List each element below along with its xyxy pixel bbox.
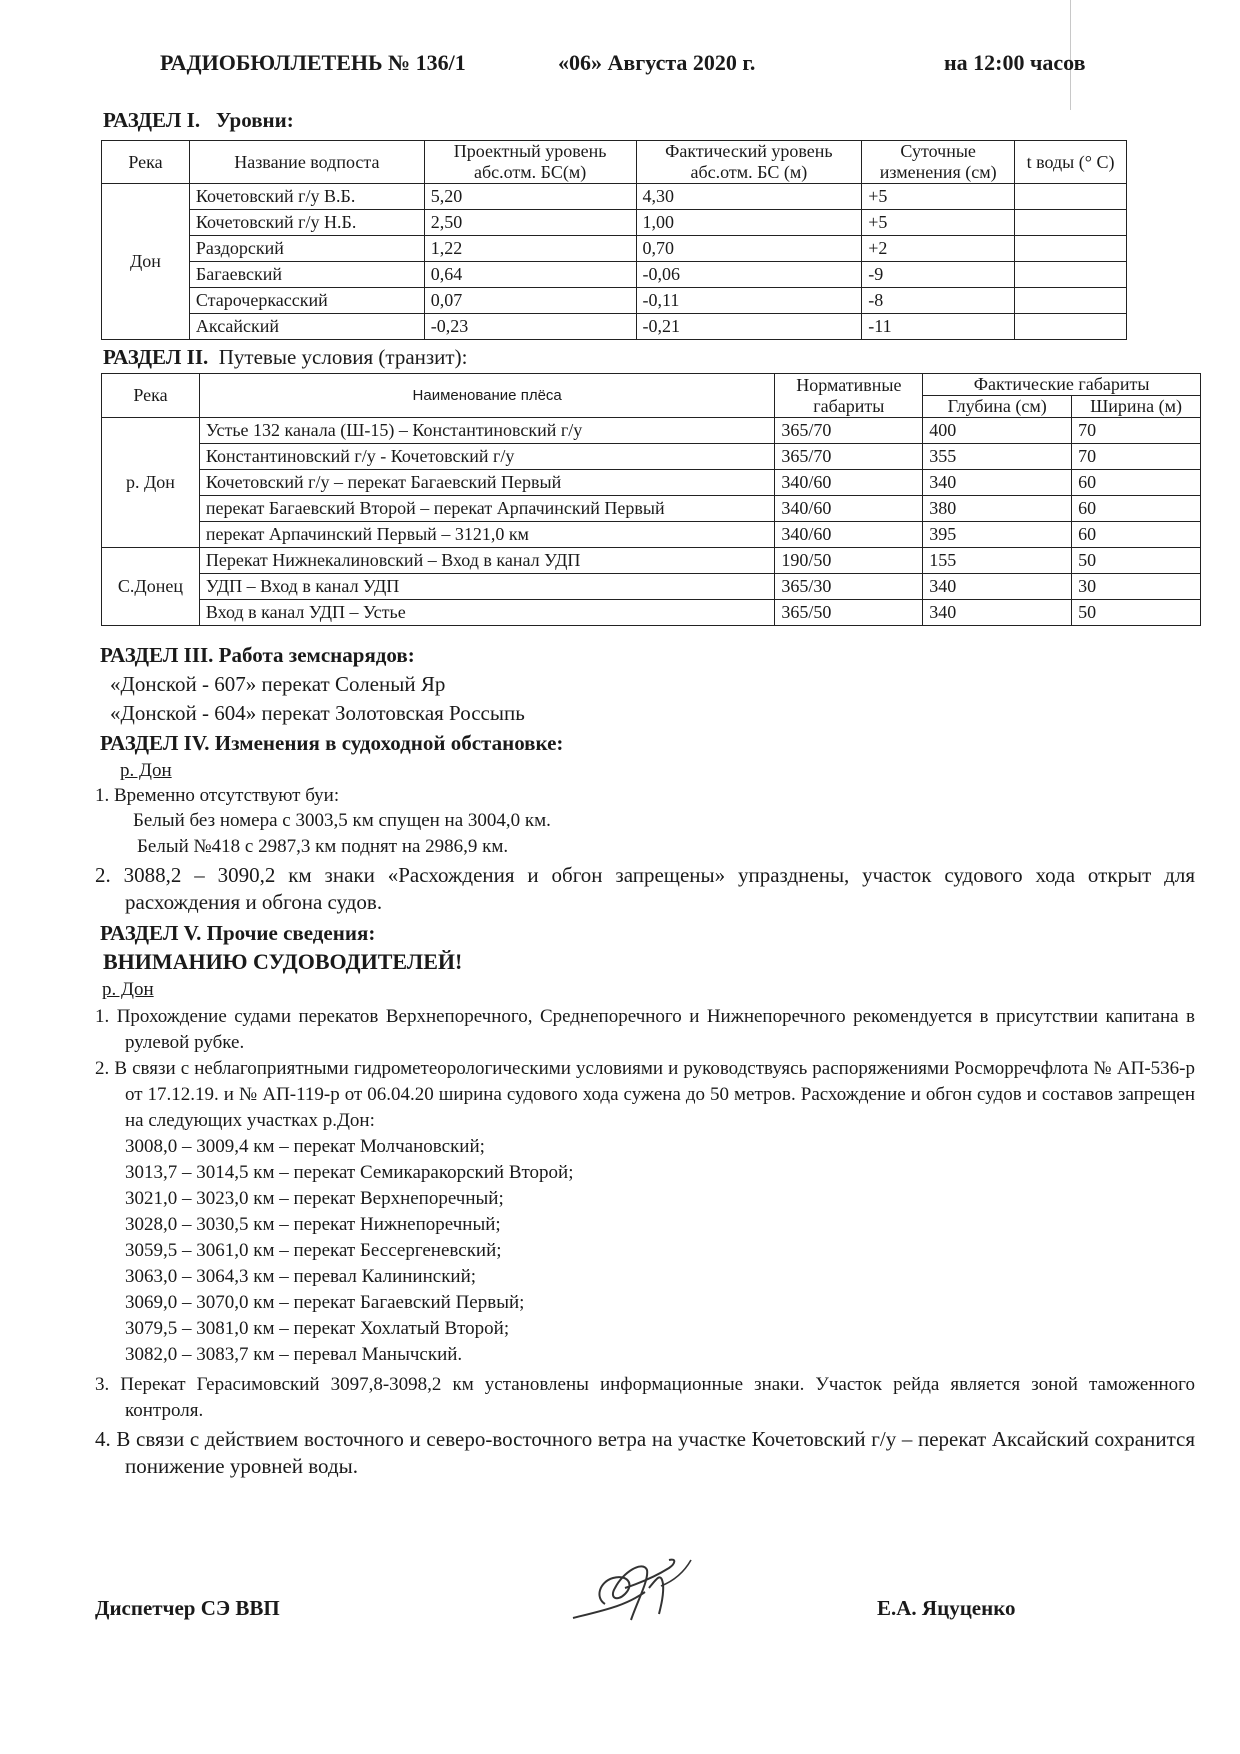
river-label: р. Дон: [120, 760, 172, 781]
temp-cell: [1015, 288, 1127, 314]
table-row: [102, 314, 1127, 340]
depth-cell: 380: [923, 496, 1072, 522]
actual-cell: -0,06: [636, 262, 862, 288]
actual-cell: 1,00: [636, 210, 862, 236]
table-row: [102, 470, 1201, 496]
col-actual-level: Фактический уровень абс.отм. БС (м): [636, 141, 862, 184]
change-cell: -9: [862, 262, 1015, 288]
bulletin-title: РАДИОБЮЛЛЕТЕНЬ № 136/1: [160, 50, 466, 75]
width-cell: 60: [1072, 470, 1201, 496]
notice-item: 3. Перекат Герасимовский 3097,8-3098,2 км установлены информационные знаки. Участок рейда является зоной таможенного контроля.: [95, 1374, 1195, 1421]
width-cell: 30: [1072, 574, 1201, 600]
notice-item: 1. Временно отсутствуют буи:: [95, 785, 340, 806]
reach-cell: перекат Арпачинский Первый – 3121,0 км: [199, 522, 775, 548]
actual-cell: -0,21: [636, 314, 862, 340]
change-cell: -8: [862, 288, 1015, 314]
col-actual-dimensions: Фактические габариты: [923, 374, 1201, 396]
depth-cell: 400: [923, 418, 1072, 444]
col-project-level: Проектный уровень абс.отм. БС(м): [424, 141, 636, 184]
post-cell: Багаевский: [189, 262, 424, 288]
temp-cell: [1015, 184, 1127, 210]
col-river: Река: [102, 374, 200, 418]
table-row: [102, 418, 1201, 444]
col-daily-change: Суточные изменения (см): [862, 141, 1015, 184]
table-row: [102, 574, 1201, 600]
col-post: Название водпоста: [189, 141, 424, 184]
table-row: [102, 600, 1201, 626]
norm-cell: 340/60: [775, 470, 923, 496]
depth-cell: 155: [923, 548, 1072, 574]
dispatcher-name: Е.А. Яцуценко: [877, 1596, 1016, 1620]
section4-heading: РАЗДЕЛ IV. Изменения в судоходной обстановке:: [100, 731, 564, 755]
table-row: [102, 262, 1127, 288]
width-cell: 70: [1072, 418, 1201, 444]
restricted-segment: 3028,0 – 3030,5 км – перекат Нижнепоречный;: [125, 1214, 501, 1235]
change-cell: -11: [862, 314, 1015, 340]
reach-cell: перекат Багаевский Второй – перекат Арпачинский Первый: [199, 496, 775, 522]
actual-cell: 4,30: [636, 184, 862, 210]
bulletin-date: «06» Августа 2020 г.: [558, 50, 756, 75]
restricted-segment: 3069,0 – 3070,0 км – перекат Багаевский Первый;: [125, 1292, 525, 1313]
notice-item: 4. В связи с действием восточного и северо-восточного ветра на участке Кочетовский г/у – перекат Аксайский сохранится понижение уровней воды.: [95, 1427, 1195, 1478]
width-cell: 60: [1072, 496, 1201, 522]
table-row: [102, 496, 1201, 522]
bulletin-time: на 12:00 часов: [944, 50, 1086, 75]
col-river: Река: [102, 141, 190, 184]
river-cell: С.Донец: [102, 548, 200, 626]
norm-cell: 365/50: [775, 600, 923, 626]
table-row: [102, 236, 1127, 262]
route-table-header-1: [102, 374, 1201, 396]
dredger-item: «Донской - 607» перекат Соленый Яр: [110, 672, 446, 696]
levels-table: [101, 140, 1127, 340]
restricted-segment: 3021,0 – 3023,0 км – перекат Верхнепоречный;: [125, 1188, 504, 1209]
actual-cell: -0,11: [636, 288, 862, 314]
buoy-line: Белый №418 с 2987,3 км поднят на 2986,9 км.: [137, 836, 509, 857]
col-width: Ширина (м): [1072, 396, 1201, 418]
reach-cell: УДП – Вход в канал УДП: [199, 574, 775, 600]
col-depth: Глубина (см): [923, 396, 1072, 418]
project-cell: 1,22: [424, 236, 636, 262]
signature-icon: [565, 1548, 705, 1633]
buoy-line: Белый без номера с 3003,5 км спущен на 3004,0 км.: [133, 810, 551, 831]
reach-cell: Вход в канал УДП – Устье: [199, 600, 775, 626]
actual-cell: 0,70: [636, 236, 862, 262]
project-cell: 0,64: [424, 262, 636, 288]
post-cell: Раздорский: [189, 236, 424, 262]
reach-cell: Устье 132 канала (Ш-15) – Константиновский г/у: [199, 418, 775, 444]
norm-cell: 340/60: [775, 496, 923, 522]
temp-cell: [1015, 236, 1127, 262]
project-cell: -0,23: [424, 314, 636, 340]
depth-cell: 340: [923, 470, 1072, 496]
attention-heading: ВНИМАНИЮ СУДОВОДИТЕЛЕЙ!: [103, 949, 463, 974]
notice-item: 2. 3088,2 – 3090,2 км знаки «Расхождения и обгон запрещены» упразднены, участок судового хода открыт для расхождения и обгона судов.: [95, 863, 1195, 914]
levels-table-header: [102, 141, 1127, 184]
norm-cell: 365/30: [775, 574, 923, 600]
table-row: [102, 288, 1127, 314]
restricted-segment: 3059,5 – 3061,0 км – перекат Бессергеневский;: [125, 1240, 502, 1261]
norm-cell: 340/60: [775, 522, 923, 548]
change-cell: +5: [862, 210, 1015, 236]
dredger-item: «Донской - 604» перекат Золотовская Россыпь: [110, 701, 525, 725]
table-row: [102, 210, 1127, 236]
restricted-segment: 3008,0 – 3009,4 км – перекат Молчановский;: [125, 1136, 485, 1157]
change-cell: +2: [862, 236, 1015, 262]
section1-title: Уровни:: [215, 108, 294, 132]
post-cell: Кочетовский г/у Н.Б.: [189, 210, 424, 236]
temp-cell: [1015, 314, 1127, 340]
table-row: [102, 548, 1201, 574]
table-row: [102, 522, 1201, 548]
restricted-segment: 3063,0 – 3064,3 км – перевал Калининский;: [125, 1266, 477, 1287]
temp-cell: [1015, 210, 1127, 236]
section1-heading: [103, 108, 294, 133]
river-cell: Дон: [102, 184, 190, 340]
section2-title: Путевые условия (транзит):: [218, 345, 468, 369]
section2-number: РАЗДЕЛ II.: [103, 345, 209, 369]
col-normative: Нормативные габариты: [775, 374, 923, 418]
section3-heading: РАЗДЕЛ III. Работа земснарядов:: [100, 643, 415, 667]
section1-number: РАЗДЕЛ I.: [103, 108, 201, 132]
notice-item: 2. В связи с неблагоприятными гидрометеорологическими условиями и руководствуясь распоряжениями Росморречфлота № АП-536-р от 17.12.19. и № АП-119-р от 06.04.20 ширина судового хода сужена до 50 метров. Расхождение и обгон судов и составов запрещен на следующих участках р.Дон:: [95, 1058, 1195, 1131]
depth-cell: 395: [923, 522, 1072, 548]
depth-cell: 340: [923, 574, 1072, 600]
depth-cell: 355: [923, 444, 1072, 470]
reach-cell: Кочетовский г/у – перекат Багаевский Первый: [199, 470, 775, 496]
depth-cell: 340: [923, 600, 1072, 626]
river-cell: р. Дон: [102, 418, 200, 548]
project-cell: 5,20: [424, 184, 636, 210]
width-cell: 60: [1072, 522, 1201, 548]
post-cell: Аксайский: [189, 314, 424, 340]
post-cell: Кочетовский г/у В.Б.: [189, 184, 424, 210]
restricted-segment: 3082,0 – 3083,7 км – перевал Манычский.: [125, 1344, 463, 1365]
post-cell: Старочеркасский: [189, 288, 424, 314]
restricted-segment: 3079,5 – 3081,0 км – перекат Хохлатый Второй;: [125, 1318, 510, 1339]
river-label: р. Дон: [102, 979, 154, 1000]
width-cell: 50: [1072, 548, 1201, 574]
project-cell: 2,50: [424, 210, 636, 236]
restricted-segment: 3013,7 – 3014,5 км – перекат Семикаракорский Второй;: [125, 1162, 574, 1183]
col-water-temp: t воды (° С): [1015, 141, 1127, 184]
notice-item: 1. Прохождение судами перекатов Верхнепоречного, Среднепоречного и Нижнепоречного рекомендуется в присутствии капитана в рулевой рубке.: [95, 1006, 1195, 1053]
temp-cell: [1015, 262, 1127, 288]
width-cell: 50: [1072, 600, 1201, 626]
section5-heading: РАЗДЕЛ V. Прочие сведения:: [100, 921, 376, 945]
section2-heading: [103, 345, 467, 370]
dispatcher-position: Диспетчер СЭ ВВП: [95, 1596, 280, 1620]
table-row: [102, 184, 1127, 210]
width-cell: 70: [1072, 444, 1201, 470]
route-conditions-table: [101, 373, 1201, 626]
norm-cell: 365/70: [775, 418, 923, 444]
norm-cell: 190/50: [775, 548, 923, 574]
reach-cell: Перекат Нижнекалиновский – Вход в канал УДП: [199, 548, 775, 574]
table-row: [102, 444, 1201, 470]
col-reach-name: Наименование плёса: [199, 374, 775, 418]
reach-cell: Константиновский г/у - Кочетовский г/у: [199, 444, 775, 470]
change-cell: +5: [862, 184, 1015, 210]
norm-cell: 365/70: [775, 444, 923, 470]
project-cell: 0,07: [424, 288, 636, 314]
